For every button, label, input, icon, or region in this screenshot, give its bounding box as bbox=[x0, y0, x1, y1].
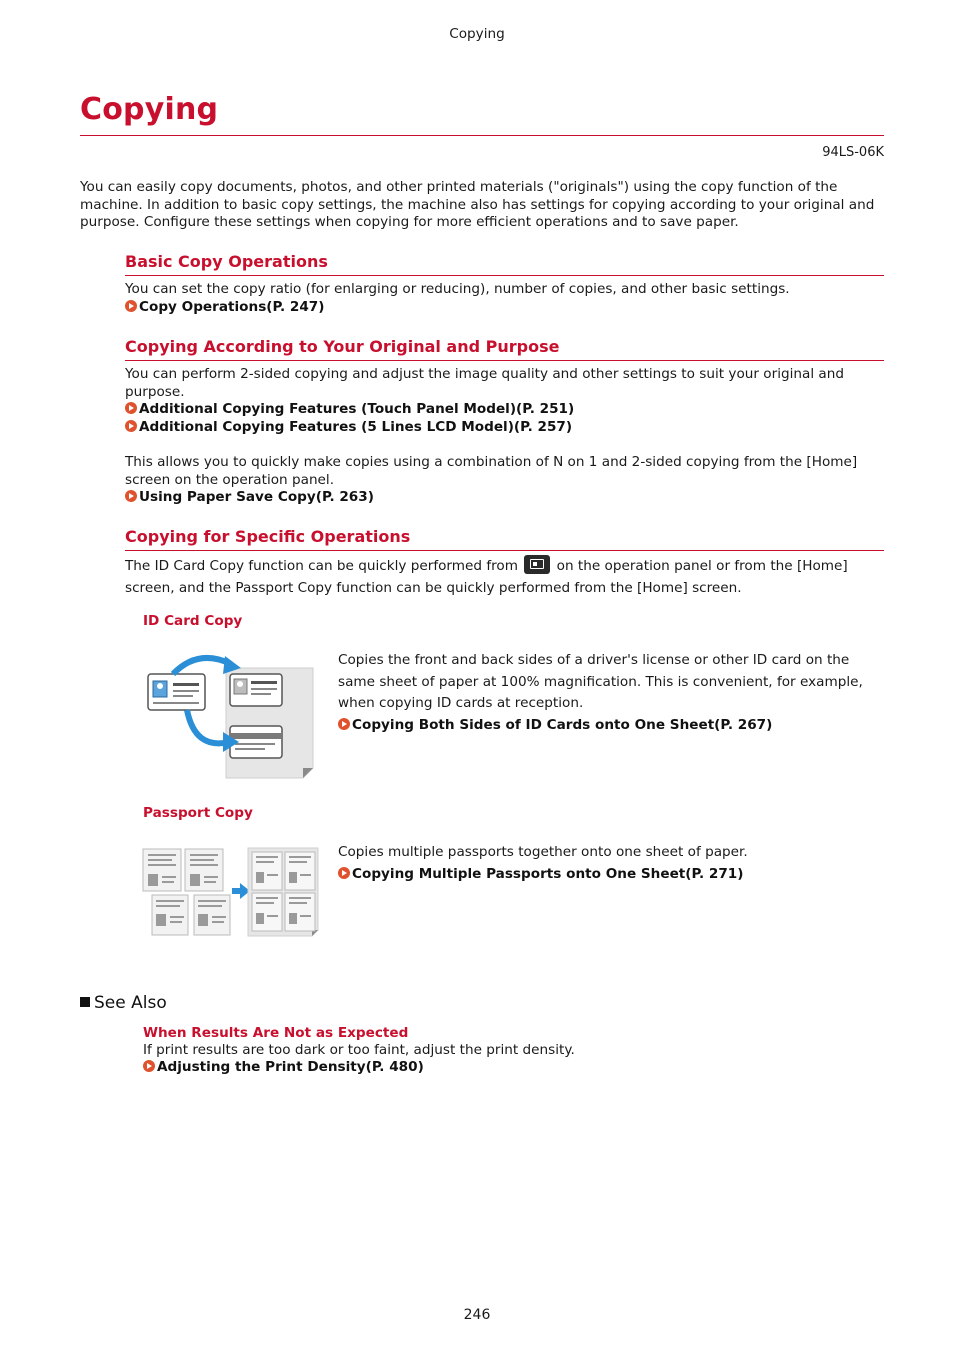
paper-save-section bbox=[125, 454, 865, 507]
page-title: Copying bbox=[80, 92, 219, 127]
running-head: Copying bbox=[449, 26, 505, 42]
basic-copy-heading: Basic Copy Operations bbox=[125, 252, 328, 271]
specific-divider bbox=[125, 550, 884, 551]
passport-copy-section bbox=[338, 842, 868, 885]
id-card-copy-key-icon bbox=[524, 555, 550, 574]
see-also-section bbox=[143, 1025, 863, 1077]
link-arrow-icon bbox=[125, 420, 137, 432]
results-not-expected-heading: When Results Are Not as Expected bbox=[143, 1025, 409, 1041]
link-arrow-icon bbox=[338, 718, 350, 730]
link-arrow-icon bbox=[125, 402, 137, 414]
according-section bbox=[125, 366, 865, 436]
link-arrow-icon bbox=[338, 867, 350, 879]
lcd-model-features-link[interactable]: Additional Copying Features (5 Lines LCD Model)(P. 257) bbox=[125, 419, 865, 437]
link-arrow-icon bbox=[143, 1060, 155, 1072]
print-density-link[interactable]: Adjusting the Print Density(P. 480) bbox=[143, 1059, 863, 1076]
specific-text: The ID Card Copy function can be quickly performed from on the operation panel or from the [Home] screen, and the Passport Copy function can be quickly performed from the [Home] screen. bbox=[125, 555, 870, 599]
square-bullet-icon bbox=[80, 997, 90, 1007]
touch-panel-features-link[interactable]: Additional Copying Features (Touch Panel Model)(P. 251) bbox=[125, 401, 865, 419]
id-card-copy-link[interactable]: Copying Both Sides of ID Cards onto One Sheet(P. 267) bbox=[338, 715, 868, 737]
passport-copy-link[interactable]: Copying Multiple Passports onto One Sheet(P. 271) bbox=[338, 864, 868, 886]
link-arrow-icon bbox=[125, 490, 137, 502]
link-arrow-icon bbox=[125, 300, 137, 312]
paper-save-copy-link[interactable]: Using Paper Save Copy(P. 263) bbox=[125, 489, 865, 507]
results-not-expected-text: If print results are too dark or too faint, adjust the print density. bbox=[143, 1042, 575, 1059]
according-text-2: This allows you to quickly make copies using a combination of N on 1 and 2-sided copying from the [Home] screen on the operation panel. bbox=[125, 454, 858, 488]
document-id: 94LS-06K bbox=[822, 145, 884, 160]
see-also-heading: See Also bbox=[80, 993, 167, 1013]
specific-heading: Copying for Specific Operations bbox=[125, 527, 411, 546]
page-number: 246 bbox=[463, 1307, 491, 1323]
according-heading: Copying According to Your Original and Purpose bbox=[125, 337, 560, 356]
basic-copy-divider bbox=[125, 275, 884, 276]
id-card-copy-illustration bbox=[143, 650, 319, 782]
id-card-copy-section bbox=[338, 650, 868, 736]
basic-copy-section bbox=[125, 281, 865, 316]
title-divider bbox=[80, 135, 884, 136]
according-divider bbox=[125, 360, 884, 361]
id-card-copy-text: Copies the front and back sides of a driver's license or other ID card on the same sheet of paper at 100% magnification. This is convenient, for example, when copying ID cards at reception. bbox=[338, 652, 863, 712]
according-text-1: You can perform 2-sided copying and adjust the image quality and other settings to suit your original and purpose. bbox=[125, 366, 844, 400]
copy-operations-link[interactable]: Copy Operations(P. 247) bbox=[125, 299, 865, 317]
basic-copy-text: You can set the copy ratio (for enlarging or reducing), number of copies, and other basic settings. bbox=[125, 281, 790, 297]
id-card-copy-heading: ID Card Copy bbox=[143, 613, 243, 629]
passport-copy-heading: Passport Copy bbox=[143, 805, 253, 821]
passport-copy-text: Copies multiple passports together onto one sheet of paper. bbox=[338, 844, 748, 860]
intro-paragraph: You can easily copy documents, photos, and other printed materials ("originals") using the copy function of the machine. In addition to basic copy settings, the machine also has settings for copying according to your original and purpose. Configure these settings when copying for more efficient operations and to save paper. bbox=[80, 179, 875, 231]
passport-copy-illustration bbox=[140, 846, 320, 938]
